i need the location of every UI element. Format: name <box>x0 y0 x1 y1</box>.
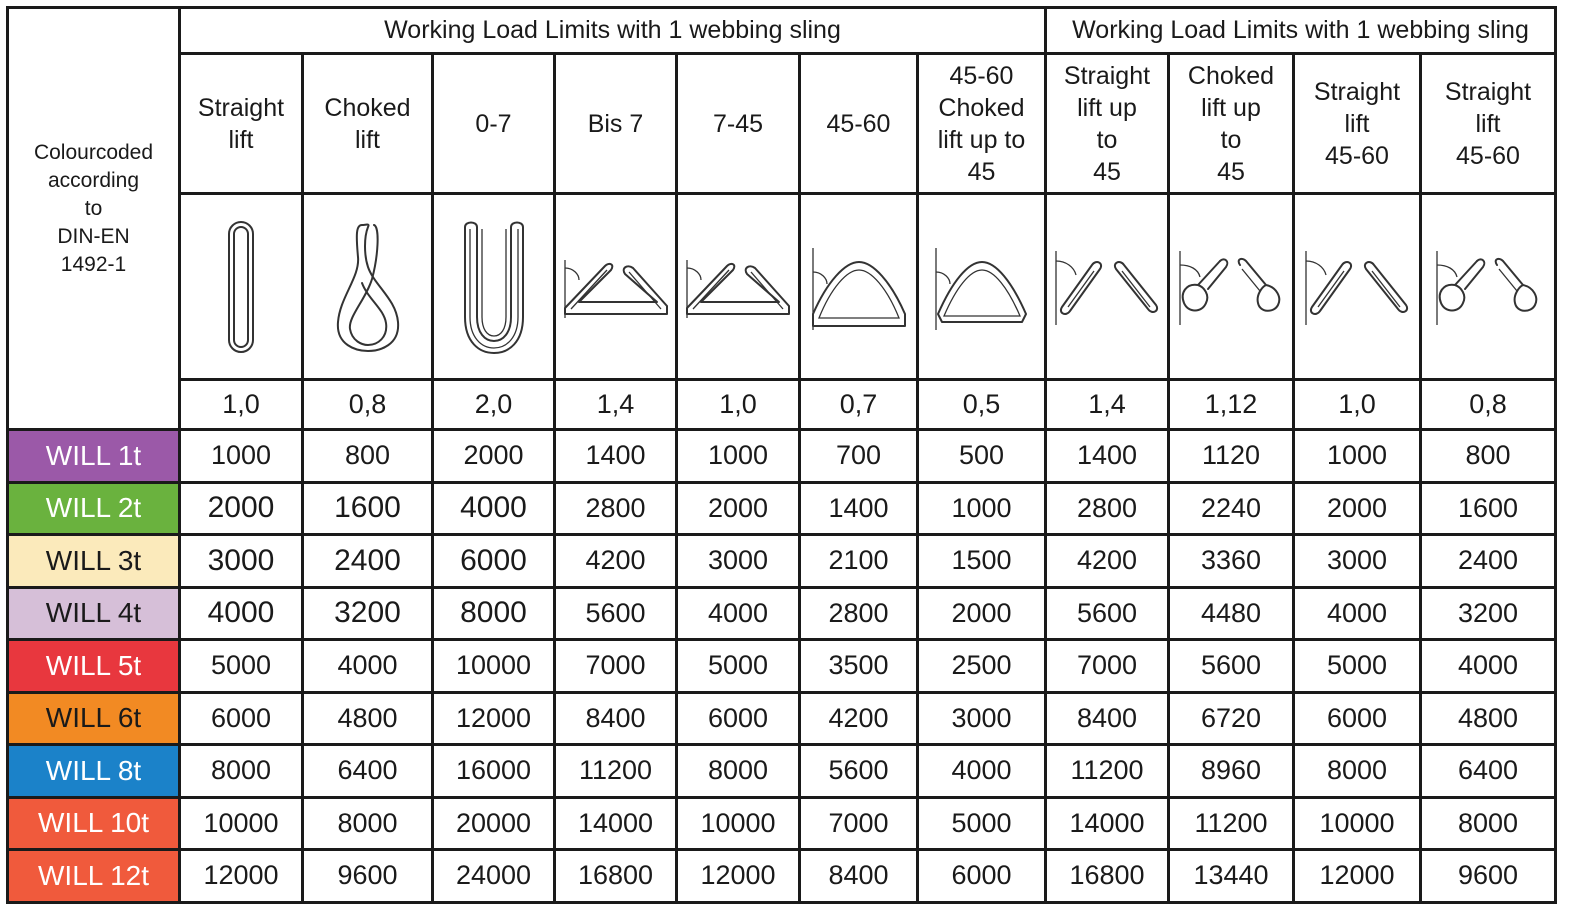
working-load-value: 9600 <box>303 850 433 903</box>
sling-grade-label: WILL 10t <box>8 797 180 850</box>
column-header-line: to <box>1096 125 1118 154</box>
column-header-line: Bis 7 <box>587 109 644 138</box>
working-load-value: 5600 <box>555 587 677 640</box>
working-load-value: 16800 <box>555 850 677 903</box>
two-leg-angle-sling-icon <box>677 194 800 380</box>
column-header-line: 45-60 <box>949 61 1014 90</box>
working-load-value: 2800 <box>555 482 677 535</box>
table-row <box>8 797 1556 850</box>
column-header-line: to <box>1220 125 1242 154</box>
working-load-value: 6000 <box>918 850 1046 903</box>
column-header-line: lift <box>355 125 380 154</box>
column-header-line: Straight <box>1063 61 1151 90</box>
working-load-value: 4200 <box>800 692 918 745</box>
column-header-line: 45-60 <box>1325 141 1389 170</box>
load-factor: 0,7 <box>800 380 918 430</box>
working-load-value: 3000 <box>1294 535 1421 588</box>
working-load-value: 2800 <box>1046 482 1169 535</box>
working-load-value: 4000 <box>303 640 433 693</box>
working-load-value: 1600 <box>303 482 433 535</box>
working-load-value: 14000 <box>1046 797 1169 850</box>
working-load-value: 3000 <box>677 535 800 588</box>
corner-line: DIN-EN <box>57 224 130 248</box>
working-load-value: 7000 <box>1046 640 1169 693</box>
working-load-value: 5600 <box>1169 640 1294 693</box>
working-load-value: 10000 <box>677 797 800 850</box>
table-row <box>8 745 1556 798</box>
column-header <box>1294 54 1421 194</box>
working-load-value: 4800 <box>1421 692 1556 745</box>
working-load-value: 4480 <box>1169 587 1294 640</box>
working-load-value: 6000 <box>677 692 800 745</box>
working-load-value: 4000 <box>677 587 800 640</box>
working-load-value: 12000 <box>180 850 303 903</box>
load-factor: 0,8 <box>303 380 433 430</box>
two-leg-angle-sling-icon <box>555 194 677 380</box>
working-load-value: 1600 <box>1421 482 1556 535</box>
working-load-value: 2800 <box>800 587 918 640</box>
column-header-line: 0-7 <box>475 109 512 138</box>
working-load-value: 5000 <box>918 797 1046 850</box>
working-load-value: 3500 <box>800 640 918 693</box>
working-load-value: 7000 <box>800 797 918 850</box>
choked-basket-angle-sling-icon <box>918 194 1046 380</box>
working-load-value: 3000 <box>180 535 303 588</box>
working-load-value: 8000 <box>1294 745 1421 798</box>
working-load-value: 10000 <box>433 640 555 693</box>
working-load-value: 7000 <box>555 640 677 693</box>
load-factor: 1,4 <box>1046 380 1169 430</box>
column-header-line: Straight <box>197 93 285 122</box>
column-header <box>677 54 800 194</box>
column-header-line: Choked <box>324 93 411 122</box>
corner-line: to <box>84 196 103 220</box>
working-load-value: 2240 <box>1169 482 1294 535</box>
table-row <box>8 482 1556 535</box>
working-load-value: 4200 <box>1046 535 1169 588</box>
column-header-line: lift <box>1344 109 1370 138</box>
working-load-value: 24000 <box>433 850 555 903</box>
working-load-value: 16000 <box>433 745 555 798</box>
table-row <box>8 850 1556 903</box>
column-header-line: Choked <box>938 93 1025 122</box>
table-row <box>8 640 1556 693</box>
load-factor: 0,5 <box>918 380 1046 430</box>
sling-grade-label: WILL 3t <box>8 535 180 588</box>
working-load-value: 10000 <box>1294 797 1421 850</box>
column-header-line: Choked <box>1187 61 1275 90</box>
working-load-value: 2000 <box>677 482 800 535</box>
working-load-value: 2000 <box>433 430 555 483</box>
load-factor: 0,8 <box>1421 380 1556 430</box>
working-load-value: 14000 <box>555 797 677 850</box>
working-load-value: 8400 <box>555 692 677 745</box>
working-load-value: 5600 <box>800 745 918 798</box>
column-header <box>1169 54 1294 194</box>
column-header-line: lift <box>228 125 254 154</box>
column-header-line: lift up to <box>937 125 1026 154</box>
working-load-value: 6000 <box>180 692 303 745</box>
working-load-value: 12000 <box>1294 850 1421 903</box>
working-load-value: 5000 <box>677 640 800 693</box>
working-load-value: 13440 <box>1169 850 1294 903</box>
working-load-value: 6720 <box>1169 692 1294 745</box>
load-factor: 1,12 <box>1169 380 1294 430</box>
working-load-value: 11200 <box>1046 745 1169 798</box>
basket-lift-sling-icon <box>433 194 555 380</box>
working-load-value: 1000 <box>677 430 800 483</box>
working-load-value: 1400 <box>800 482 918 535</box>
working-load-value: 20000 <box>433 797 555 850</box>
sling-grade-label: WILL 12t <box>8 850 180 903</box>
working-load-value: 4200 <box>555 535 677 588</box>
working-load-value: 2000 <box>1294 482 1421 535</box>
column-header <box>303 54 433 194</box>
working-load-value: 8000 <box>180 745 303 798</box>
two-slings-straight-angle-icon <box>1294 194 1421 380</box>
working-load-value: 3000 <box>918 692 1046 745</box>
working-load-value: 800 <box>303 430 433 483</box>
working-load-value: 2000 <box>180 482 303 535</box>
corner-line: 1492-1 <box>60 252 127 276</box>
working-load-value: 6000 <box>433 535 555 588</box>
load-factor: 1,0 <box>1294 380 1421 430</box>
working-load-value: 6400 <box>303 745 433 798</box>
working-load-value: 12000 <box>433 692 555 745</box>
table-row <box>8 430 1556 483</box>
working-load-value: 4000 <box>918 745 1046 798</box>
column-header <box>555 54 677 194</box>
column-header-line: 45 <box>1217 157 1245 186</box>
working-load-value: 4000 <box>180 587 303 640</box>
working-load-value: 2400 <box>303 535 433 588</box>
working-load-value: 6000 <box>1294 692 1421 745</box>
working-load-value: 1000 <box>918 482 1046 535</box>
working-load-value: 2000 <box>918 587 1046 640</box>
working-load-value: 11200 <box>555 745 677 798</box>
working-load-value: 1120 <box>1169 430 1294 483</box>
working-load-value: 8400 <box>1046 692 1169 745</box>
two-slings-choked-angle-icon <box>1169 194 1294 380</box>
column-header-line: 45-60 <box>826 109 891 138</box>
working-load-value: 1000 <box>180 430 303 483</box>
column-header <box>1046 54 1169 194</box>
working-load-value: 1400 <box>555 430 677 483</box>
group-header-left: Working Load Limits with 1 webbing sling <box>180 8 1046 54</box>
working-load-limit-table <box>6 6 1557 904</box>
working-load-value: 4000 <box>1421 640 1556 693</box>
sling-grade-label: WILL 6t <box>8 692 180 745</box>
group-header-right: Working Load Limits with 1 webbing sling <box>1046 8 1556 54</box>
table-row <box>8 692 1556 745</box>
working-load-value: 500 <box>918 430 1046 483</box>
working-load-value: 4000 <box>433 482 555 535</box>
column-header-line: Straight <box>1313 77 1401 106</box>
working-load-value: 8000 <box>303 797 433 850</box>
load-factor: 1,0 <box>677 380 800 430</box>
working-load-value: 3200 <box>1421 587 1556 640</box>
table-row <box>8 535 1556 588</box>
colour-coding-note <box>8 8 180 430</box>
working-load-value: 8960 <box>1169 745 1294 798</box>
sling-grade-label: WILL 8t <box>8 745 180 798</box>
column-header <box>918 54 1046 194</box>
working-load-value: 8400 <box>800 850 918 903</box>
basket-angle-sling-icon <box>800 194 918 380</box>
load-factor: 2,0 <box>433 380 555 430</box>
load-factor: 1,4 <box>555 380 677 430</box>
working-load-value: 1400 <box>1046 430 1169 483</box>
working-load-value: 2400 <box>1421 535 1556 588</box>
working-load-value: 11200 <box>1169 797 1294 850</box>
working-load-value: 2500 <box>918 640 1046 693</box>
working-load-value: 10000 <box>180 797 303 850</box>
working-load-value: 800 <box>1421 430 1556 483</box>
working-load-value: 6400 <box>1421 745 1556 798</box>
column-header-line: lift up <box>1077 93 1137 122</box>
sling-grade-label: WILL 4t <box>8 587 180 640</box>
column-header-line: 45 <box>1093 157 1121 186</box>
column-header-line: Straight <box>1444 77 1532 106</box>
working-load-value: 700 <box>800 430 918 483</box>
working-load-value: 3360 <box>1169 535 1294 588</box>
column-header-line: 45 <box>967 157 996 186</box>
working-load-value: 4800 <box>303 692 433 745</box>
working-load-value: 4000 <box>1294 587 1421 640</box>
two-slings-choked-angle-icon <box>1421 194 1556 380</box>
straight-lift-sling-icon <box>180 194 303 380</box>
column-header <box>433 54 555 194</box>
sling-grade-label: WILL 1t <box>8 430 180 483</box>
column-header <box>800 54 918 194</box>
working-load-value: 5000 <box>180 640 303 693</box>
working-load-value: 8000 <box>677 745 800 798</box>
column-header-line: 45-60 <box>1456 141 1520 170</box>
working-load-value: 8000 <box>1421 797 1556 850</box>
two-slings-straight-angle-icon <box>1046 194 1169 380</box>
corner-line: Colourcoded <box>33 140 154 164</box>
choked-lift-sling-icon <box>303 194 433 380</box>
corner-line: according <box>47 168 140 192</box>
working-load-value: 1500 <box>918 535 1046 588</box>
table-row <box>8 587 1556 640</box>
working-load-value: 5000 <box>1294 640 1421 693</box>
working-load-value: 8000 <box>433 587 555 640</box>
working-load-value: 1000 <box>1294 430 1421 483</box>
working-load-value: 9600 <box>1421 850 1556 903</box>
column-header <box>1421 54 1556 194</box>
working-load-value: 5600 <box>1046 587 1169 640</box>
column-header <box>180 54 303 194</box>
column-header-line: lift up <box>1201 93 1261 122</box>
column-header-line: lift <box>1475 109 1501 138</box>
sling-grade-label: WILL 5t <box>8 640 180 693</box>
sling-grade-label: WILL 2t <box>8 482 180 535</box>
working-load-value: 3200 <box>303 587 433 640</box>
working-load-value: 12000 <box>677 850 800 903</box>
working-load-value: 2100 <box>800 535 918 588</box>
working-load-value: 16800 <box>1046 850 1169 903</box>
column-header-line: 7-45 <box>712 109 764 138</box>
load-factor: 1,0 <box>180 380 303 430</box>
